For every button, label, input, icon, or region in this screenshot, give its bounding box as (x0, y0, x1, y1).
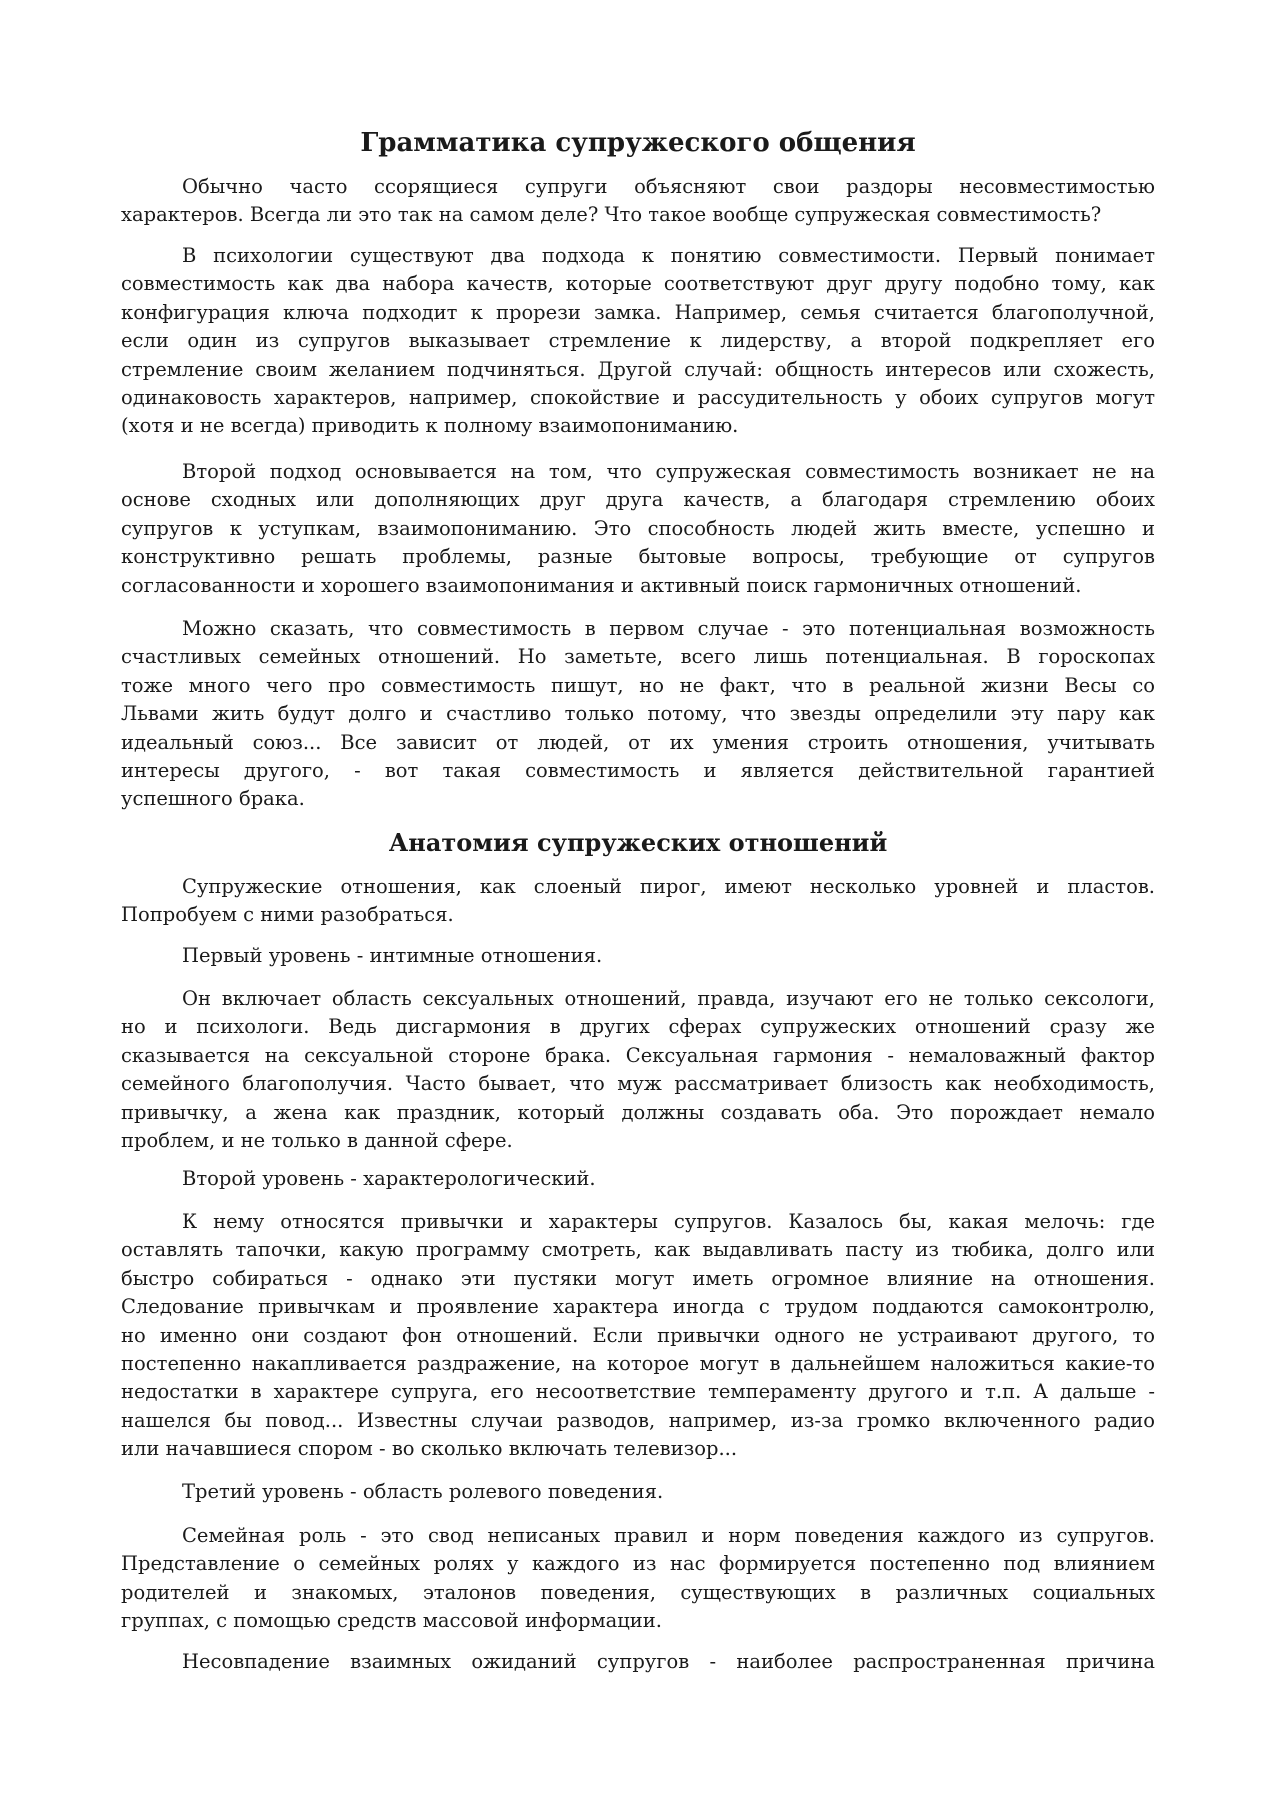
text-line: характеров. Всегда ли это так на самом деле? Что такое вообще супружеская совместимость? (121, 203, 1102, 227)
text-line: одинаковость характеров, например, спокойствие и рассудительность у обоих супругов могут (121, 385, 1155, 409)
text-line: Несовпадение взаимных ожиданий супругов - наиболее распространенная причина (182, 1650, 1155, 1673)
paragraph (121, 985, 1155, 1155)
text-line: Третий уровень - область ролевого поведения. (182, 1480, 664, 1503)
text-line: интересы другого, - вот такая совместимость и является действительной гарантией (121, 758, 1155, 782)
text-line: Второй уровень - характерологический. (182, 1167, 596, 1190)
text-line: (хотя и не всегда) приводить к полному взаимопониманию. (121, 414, 739, 438)
paragraph (121, 1522, 1155, 1636)
text-line: семейного благополучия. Часто бывает, что муж рассматривает близость как необходимость, (121, 1072, 1155, 1096)
text-line: Он включает область сексуальных отношений, правда, изучают его не только сексологи, (182, 987, 1155, 1010)
text-line: нашелся бы повод... Известны случаи разводов, например, из-за громко включенного радио (121, 1408, 1155, 1432)
paragraph (121, 615, 1155, 814)
paragraph (121, 1165, 1155, 1193)
text-line: Обычно часто ссорящиеся супруги объясняют свои раздоры несовместимостью (182, 175, 1155, 198)
paragraph (121, 458, 1155, 600)
text-line: идеальный союз... Все зависит от людей, от их умения строить отношения, учитывать (121, 730, 1155, 754)
text-line: Супружеские отношения, как слоеный пирог, имеют несколько уровней и пластов. (182, 875, 1155, 898)
document-title: Грамматика супружеского общения (360, 128, 916, 158)
paragraph (121, 942, 1155, 970)
text-line: проблем, и не только в данной сфере. (121, 1128, 513, 1152)
paragraph (121, 1478, 1155, 1506)
text-line: но именно они создают фон отношений. Если привычки одного не устраивают другого, то (121, 1323, 1155, 1347)
text-line: супругов к уступкам, взаимопониманию. Это способность людей жить вместе, успешно и (121, 516, 1155, 540)
text-line: оставлять тапочки, какую программу смотреть, как выдавливать пасту из тюбика, долго или (121, 1238, 1155, 1262)
text-line: группах, с помощью средств массовой информации. (121, 1609, 663, 1633)
text-line: Представление о семейных ролях у каждого из нас формируется постепенно под влиянием (121, 1552, 1155, 1576)
text-line: счастливых семейных отношений. Но заметьте, всего лишь потенциальная. В гороскопах (121, 645, 1155, 669)
text-line: Первый уровень - интимные отношения. (182, 944, 603, 967)
text-line: Львами жить будут долго и счастливо только потому, что звезды определили эту пару как (121, 702, 1155, 726)
text-line: тоже много чего про совместимость пишут, но не факт, что в реальной жизни Весы со (121, 673, 1155, 697)
text-line: если один из супругов выказывает стремление к лидерству, а второй подкрепляет его (121, 329, 1155, 353)
paragraph (121, 873, 1155, 930)
text-line: Второй подход основывается на том, что супружеская совместимость возникает не на (182, 460, 1155, 483)
text-line: согласованности и хорошего взаимопонимания и активный поиск гармоничных отношений. (121, 573, 1082, 597)
text-line: стремление своим желанием подчиняться. Другой случай: общность интересов или схожесть, (121, 357, 1155, 381)
text-line: Попробуем с ними разобраться. (121, 903, 454, 927)
text-line: совместимость как два набора качеств, которые соответствуют друг другу подобно тому, как (121, 272, 1155, 296)
text-line: К нему относятся привычки и характеры супругов. Казалось бы, какая мелочь: где (182, 1210, 1155, 1233)
text-line: недостатки в характере супруга, его несоответствие темпераменту другого и т.п. А дальше - (121, 1380, 1155, 1404)
text-line: родителей и знакомых, эталонов поведения, существующих в различных социальных (121, 1580, 1155, 1604)
text-line: постепенно накапливается раздражение, на которое могут в дальнейшем наложиться какие-то (121, 1351, 1155, 1375)
text-line: Следование привычкам и проявление характера иногда с трудом поддаются самоконтролю, (121, 1295, 1155, 1319)
text-line: сказывается на сексуальной стороне брака. Сексуальная гармония - немаловажный фактор (121, 1043, 1155, 1067)
text-line: успешного брака. (121, 787, 305, 811)
text-line: но и психологи. Ведь дисгармония в других сферах супружеских отношений сразу же (121, 1015, 1155, 1039)
text-line: Можно сказать, что совместимость в первом случае - это потенциальная возможность (182, 617, 1155, 640)
text-line: привычку, а жена как праздник, который должны создавать оба. Это порождает немало (121, 1100, 1155, 1124)
paragraph (121, 1208, 1155, 1464)
paragraph (121, 242, 1155, 441)
text-line: Семейная роль - это свод неписаных правил и норм поведения каждого из супругов. (182, 1524, 1155, 1547)
text-line: основе сходных или дополняющих друг друга качеств, а благодаря стремлению обоих (121, 488, 1155, 512)
paragraph (121, 1648, 1155, 1676)
text-line: В психологии существуют два подхода к понятию совместимости. Первый понимает (182, 244, 1155, 267)
paragraph (121, 173, 1155, 230)
text-line: конструктивно решать проблемы, разные бытовые вопросы, требующие от супругов (121, 545, 1155, 569)
section-heading: Анатомия супружеских отношений (388, 828, 888, 857)
text-line: быстро собираться - однако эти пустяки могут иметь огромное влияние на отношения. (121, 1266, 1155, 1290)
text-line: или начавшиеся спором - во сколько включать телевизор... (121, 1437, 738, 1461)
text-line: конфигурация ключа подходит к прорези замка. Например, семья считается благополучной, (121, 300, 1155, 324)
